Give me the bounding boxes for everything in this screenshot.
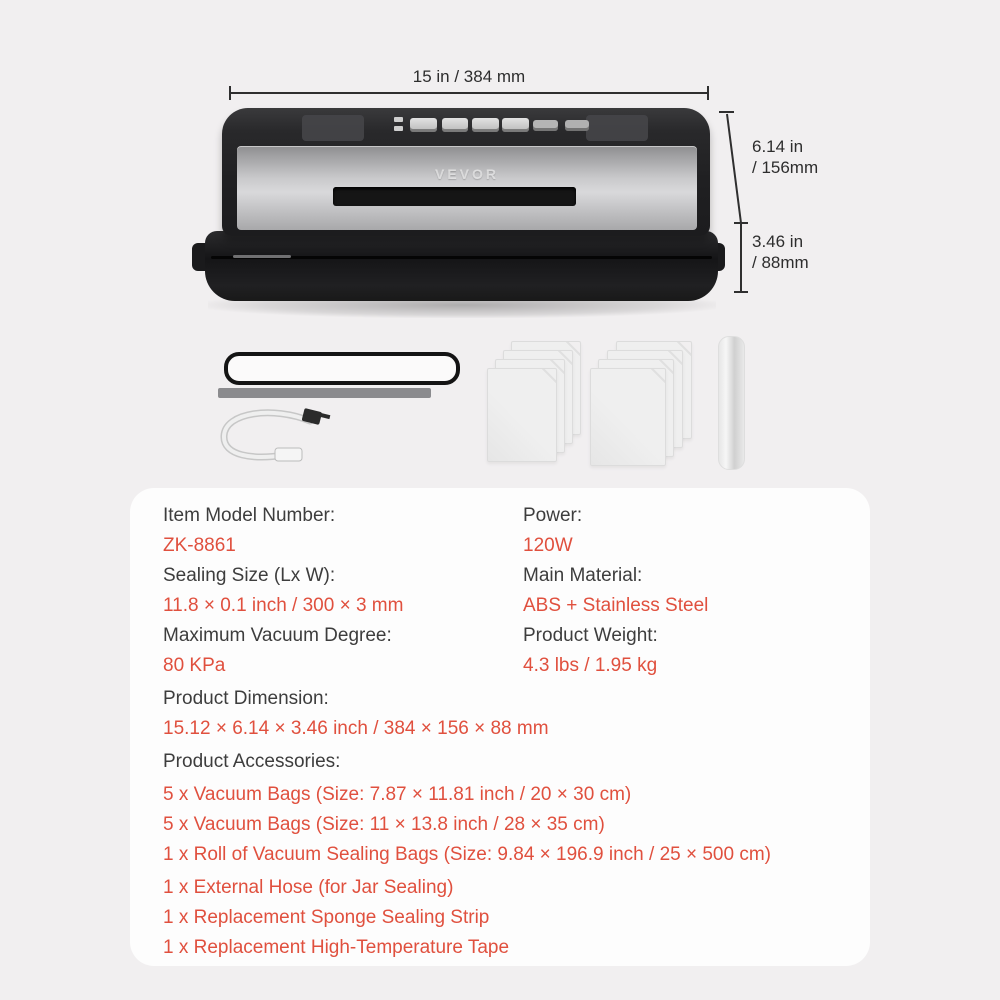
accessory-item: 1 x Replacement Sponge Sealing Strip: [163, 907, 490, 928]
product-dimension-value: 15.12 × 6.14 × 3.46 inch / 384 × 156 × 88 mm: [163, 718, 549, 739]
indicator-leds: [394, 117, 403, 135]
height-dimension-label: [752, 136, 818, 178]
depth-dimension-label: [752, 231, 809, 273]
sealing-bag-roll-image: [718, 336, 745, 470]
accessory-item: 5 x Vacuum Bags (Size: 7.87 × 11.81 inch / 20 × 30 cm): [163, 784, 632, 805]
control-button-4: [502, 118, 529, 132]
base-reflection: [233, 255, 291, 258]
spec-card: [130, 488, 870, 966]
external-hose-image: [213, 398, 338, 470]
accessory-item: 5 x Vacuum Bags (Size: 11 × 13.8 inch / 28 × 35 cm): [163, 814, 605, 835]
depth-dimension-line2: / 88mm: [752, 253, 809, 272]
product-accessories-label: Product Accessories:: [163, 751, 341, 772]
high-temperature-tape-image: [224, 352, 460, 385]
vacuum-bag: [590, 368, 666, 466]
height-dimension-line1: 6.14 in: [752, 137, 804, 156]
spec-label: Power:: [523, 505, 583, 526]
vacuum-sealer-base: [205, 231, 718, 301]
spec-value: 11.8 × 0.1 inch / 300 × 3 mm: [163, 595, 404, 616]
stainless-front-panel: [237, 146, 697, 230]
sponge-sealing-strip-image: [218, 388, 431, 398]
spec-column-right: [523, 501, 850, 681]
spec-value: ZK-8861: [163, 535, 236, 556]
control-button-3: [472, 118, 499, 132]
control-button-6: [565, 120, 589, 131]
spec-label: Product Weight:: [523, 625, 658, 646]
spec-value: ABS + Stainless Steel: [523, 595, 709, 616]
spec-column-left: [163, 501, 523, 681]
hose-connector: [275, 448, 302, 461]
control-button-2: [442, 118, 468, 132]
brand-logo: VEVOR: [434, 166, 499, 182]
width-dimension-line: [230, 86, 708, 100]
width-dimension-label: 15 in / 384 mm: [412, 67, 526, 86]
vacuum-bag-stack-large-image: [590, 341, 692, 467]
lid-panel-right: [586, 115, 648, 141]
spec-label: Item Model Number:: [163, 505, 336, 526]
depth-dimension-line: [734, 223, 748, 292]
seal-slot: [333, 187, 576, 206]
vacuum-bag: [487, 368, 557, 462]
control-button-5: [533, 120, 558, 131]
vacuum-bag-stack-small-image: [487, 341, 583, 463]
spec-columns: [163, 501, 850, 681]
height-dimension-line: [719, 112, 748, 223]
accessory-item: 1 x Replacement High-Temperature Tape: [163, 937, 510, 958]
height-dimension-line2: / 156mm: [752, 158, 819, 177]
spec-value: 80 KPa: [163, 655, 226, 676]
accessory-item: 1 x Roll of Vacuum Sealing Bags (Size: 9.84 × 196.9 inch / 25 × 500 cm): [163, 844, 771, 865]
depth-dimension-line1: 3.46 in: [752, 232, 804, 251]
spec-label: Main Material:: [523, 565, 643, 586]
control-button-1: [410, 118, 437, 132]
spec-value: 4.3 lbs / 1.95 kg: [523, 655, 658, 676]
accessory-item: 1 x External Hose (for Jar Sealing): [163, 877, 454, 898]
lid-panel-left: [302, 115, 364, 141]
product-dimension-label: Product Dimension:: [163, 688, 329, 709]
spec-label: Maximum Vacuum Degree:: [163, 625, 392, 646]
spec-value: 120W: [523, 535, 573, 556]
spec-label: Sealing Size (Lx W):: [163, 565, 336, 586]
